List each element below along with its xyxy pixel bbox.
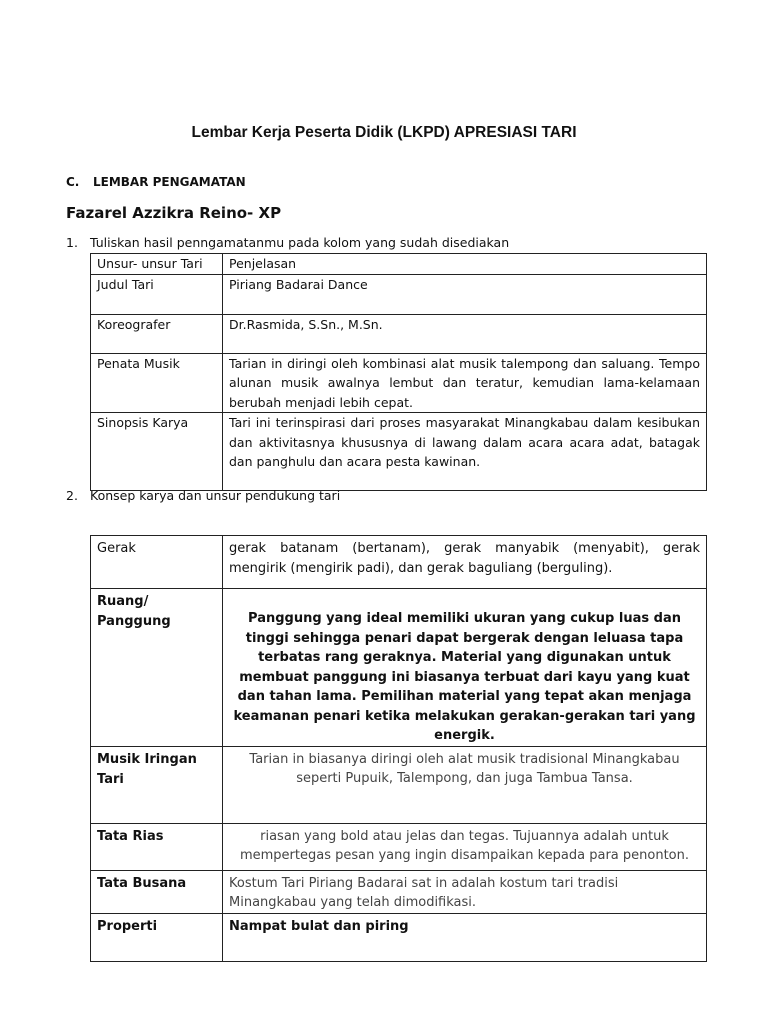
table-cell-value: Piriang Badarai Dance (223, 274, 707, 314)
table-cell-value: Kostum Tari Piriang Badarai sat in adalah kostum tari tradisi Minangkabau yang telah dimodifikasi. (223, 870, 707, 913)
item-number: 2. (66, 488, 78, 503)
table-row (91, 746, 707, 823)
document-title: Lembar Kerja Peserta Didik (LKPD) APRESIASI TARI (191, 124, 577, 141)
section-letter: C. (66, 175, 80, 189)
table-cell-label: Sinopsis Karya (91, 413, 223, 491)
table-row (91, 314, 707, 353)
table-row (91, 913, 707, 961)
item-text: Tuliskan hasil penngamatanmu pada kolom yang sudah disediakan (90, 235, 510, 250)
instruction-item-2 (66, 488, 340, 503)
table-cell-label: Koreografer (91, 314, 223, 353)
table-cell-label: Penata Musik (91, 353, 223, 413)
table-row (91, 823, 707, 870)
table-cell-value: Panggung yang ideal memiliki ukuran yang cukup luas dan tinggi sehingga penari dapat bergerak dengan leluasa tapa terbatas rang geraknya. Material yang digunakan untuk membuat panggung ini biasanya terbuat dari kayu yang kuat dan tahan lama. Pemilihan material yang tepat akan menjaga keamanan penari ketika melakukan gerakan-gerakan tari yang energik. (223, 589, 707, 747)
table-header-row (91, 254, 707, 275)
table-cell-label: Judul Tari (91, 274, 223, 314)
table-cell-value: riasan yang bold atau jelas dan tegas. Tujuannya adalah untuk mempertegas pesan yang ingin disampaikan kepada para penonton. (223, 823, 707, 870)
concept-table (90, 535, 707, 962)
table-cell-label: Gerak (91, 536, 223, 589)
table-row (91, 589, 707, 747)
table-cell-label: Properti (91, 913, 223, 961)
table-row (91, 353, 707, 413)
item-number: 1. (66, 235, 78, 250)
table-cell-label: Musik Iringan Tari (91, 746, 223, 823)
table-row (91, 274, 707, 314)
table-cell-value: Tari ini terinspirasi dari proses masyarakat Minangkabau dalam kesibukan dan aktivitasnya khususnya di lawang dalam acara acara adat, batagak dan panghulu dan acara pesta kawinan. (223, 413, 707, 491)
table-cell-label: Tata Busana (91, 870, 223, 913)
table-cell-label: Tata Rias (91, 823, 223, 870)
section-title: LEMBAR PENGAMATAN (93, 175, 246, 189)
table-cell-value: Tarian in biasanya diringi oleh alat musik tradisional Minangkabau seperti Pupuik, Talempong, dan juga Tambua Tansa. (223, 746, 707, 823)
instruction-item-1 (66, 235, 509, 250)
table-cell-value: Penjelasan (223, 254, 707, 275)
table-cell-value: Dr.Rasmida, S.Sn., M.Sn. (223, 314, 707, 353)
section-heading (66, 175, 246, 189)
table-row (91, 413, 707, 491)
table-row (91, 536, 707, 589)
observation-table (90, 253, 707, 491)
table-cell-value: Nampat bulat dan piring (223, 913, 707, 961)
table-cell-label: Unsur- unsur Tari (91, 254, 223, 275)
student-name: Fazarel Azzikra Reino- XP (66, 204, 282, 222)
table-cell-value: gerak batanam (bertanam), gerak manyabik (menyabit), gerak mengirik (mengirik padi), dan gerak baguliang (berguling). (223, 536, 707, 589)
table-cell-label: Ruang/ Panggung (91, 589, 223, 747)
item-text: Konsep karya dan unsur pendukung tari (90, 488, 341, 503)
table-cell-value: Tarian in diringi oleh kombinasi alat musik talempong dan saluang. Tempo alunan musik awalnya lembut dan teratur, kemudian lama-kelamaan berubah menjadi lebih cepat. (223, 353, 707, 413)
table-row (91, 870, 707, 913)
